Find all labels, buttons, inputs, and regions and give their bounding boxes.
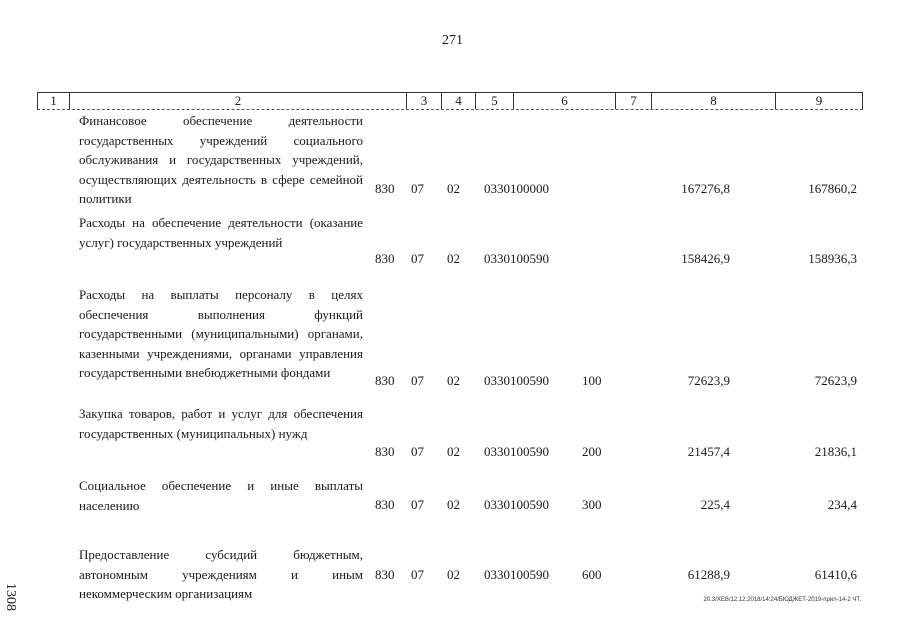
row-section: 07 [411,181,424,196]
row-target-article: 0330100590 [484,251,549,266]
header-col-2: 2 [70,93,407,109]
header-col-3: 3 [407,93,442,109]
header-col-8: 8 [652,93,776,109]
row-admin-code: 830 [375,373,395,388]
row-section: 07 [411,373,424,388]
row-amount-2019: 158426,9 [681,251,730,266]
header-col-5: 5 [476,93,514,109]
row-section: 07 [411,444,424,459]
row-amount-2020: 167860,2 [808,181,857,196]
row-subsection: 02 [447,251,460,266]
row-amount-2020: 61410,6 [814,567,857,582]
row-expense-type: 300 [582,497,602,512]
footer-file-code: 20.3/XEB/12.12.2018/14:24/БЮДЖЕТ-2019-прил-14-2 ЧТ. [703,597,861,603]
side-page-number: 1308 [3,583,18,611]
row-subsection: 02 [447,567,460,582]
row-section: 07 [411,251,424,266]
header-col-1: 1 [38,93,70,109]
row-name: Предоставление субсидий бюджетным, автономным учреждениям и иным некоммерческим организациям [79,547,363,601]
row-subsection: 02 [447,181,460,196]
row-target-article: 0330100000 [484,181,549,196]
row-target-article: 0330100590 [484,567,549,582]
row-subsection: 02 [447,497,460,512]
row-admin-code: 830 [375,567,395,582]
table-header [37,92,863,110]
row-name: Закупка товаров, работ и услуг для обеспечения государственных (муниципальных) нужд [79,406,363,441]
row-name: Финансовое обеспечение деятельности государственных учреждений социального обслуживания и государственных учреждений, осуществляющих деятельность в сфере семейной политики [79,113,363,206]
row-subsection: 02 [447,444,460,459]
row-admin-code: 830 [375,251,395,266]
row-target-article: 0330100590 [484,373,549,388]
row-section: 07 [411,567,424,582]
header-col-9: 9 [815,93,823,108]
row-target-article: 0330100590 [484,444,549,459]
row-amount-2019: 167276,8 [681,181,730,196]
row-amount-2020: 21836,1 [814,444,857,459]
row-amount-2020: 72623,9 [814,373,857,388]
row-subsection: 02 [447,373,460,388]
row-name: Расходы на обеспечение деятельности (оказание услуг) государственных учреждений [79,215,363,250]
row-section: 07 [411,497,424,512]
row-name: Социальное обеспечение и иные выплаты населению [79,478,363,513]
row-amount-2019: 225,4 [700,497,730,512]
row-admin-code: 830 [375,181,395,196]
row-amount-2020: 234,4 [827,497,857,512]
row-expense-type: 100 [582,373,602,388]
header-col-6: 6 [514,93,616,109]
page-number: 271 [442,33,463,48]
row-admin-code: 830 [375,497,395,512]
row-name: Расходы на выплаты персоналу в целях обеспечения выполнения функций государственными (муниципальными) органами, казенными учреждениями, органами управления государственными внебюджетными фондами [79,287,363,380]
row-amount-2019: 21457,4 [687,444,730,459]
header-col-4: 4 [442,93,476,109]
row-target-article: 0330100590 [484,497,549,512]
row-admin-code: 830 [375,444,395,459]
header-col-7: 7 [616,93,652,109]
row-expense-type: 200 [582,444,602,459]
row-expense-type: 600 [582,567,602,582]
row-amount-2019: 61288,9 [687,567,730,582]
row-amount-2020: 158936,3 [808,251,857,266]
row-amount-2019: 72623,9 [687,373,730,388]
